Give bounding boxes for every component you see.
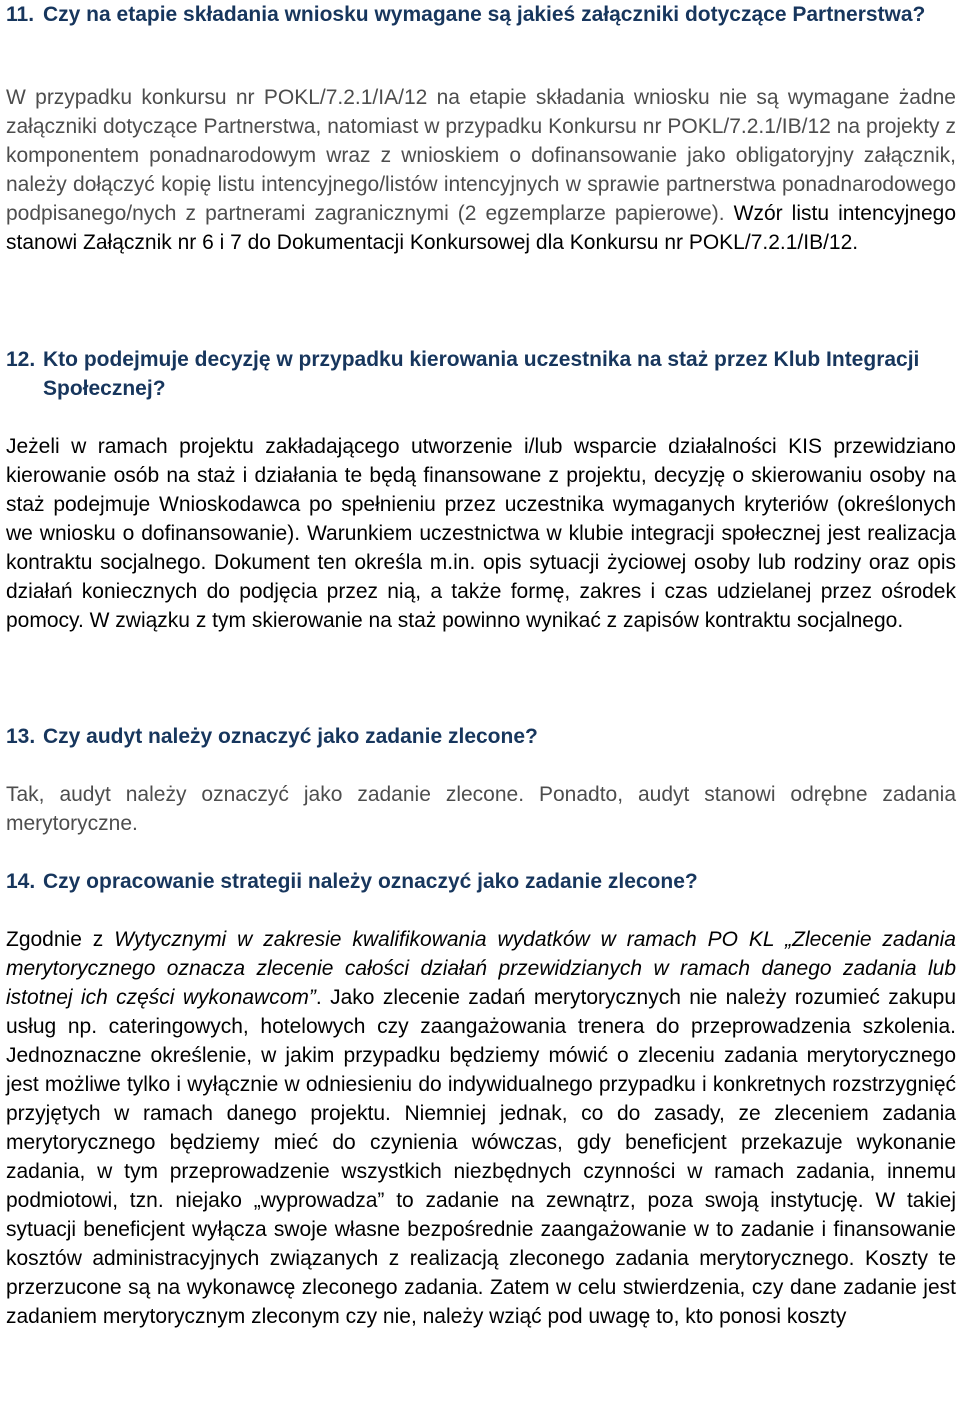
question-text: Kto podejmuje decyzję w przypadku kierowania uczestnika na staż przez Klub Integracji Społecznej? [43, 348, 920, 400]
question-text: Czy na etapie składania wniosku wymagane są jakieś załączniki dotyczące Partnerstwa? [43, 3, 926, 26]
answer-12: Jeżeli w ramach projektu zakładającego utworzenie i/lub wsparcie działalności KIS przewidziano kierowanie osób na staż i działania te będą finansowane z projektu, decyzję o skierowaniu osoby na staż podejmuje Wnioskodawca po spełnieniu przez uczestnika wymaganych kryteriów (określonych we wniosku o dofinansowanie). Warunkiem uczestnictwa w klubie integracji społecznej jest realizacja kontraktu socjalnego. Dokument ten określa m.in. opis sytuacji życiowej osoby lub rodziny oraz opis działań koniecznych do podjęcia przez nią, a także formę, zakres i czas udzielanej przez ośrodek pomocy. W związku z tym skierowanie na staż powinno wynikać z zapisów kontraktu socjalnego. [6, 435, 956, 632]
question-text: Czy opracowanie strategii należy oznaczyć jako zadanie zlecone? [43, 870, 698, 893]
question-number: 11. [6, 3, 35, 26]
question-text: Czy audyt należy oznaczyć jako zadanie zlecone? [43, 725, 538, 748]
question-11-heading [6, 0, 925, 29]
answer-11-part-2: Wzór listu intencyjnego stanowi Załącznik nr 6 i 7 do Dokumentacji Konkursowej dla Konkursu nr POKL/7.2.1/IB/12. [6, 202, 957, 254]
answer-14-intro: Zgodnie z [6, 928, 115, 951]
question-number: 12. [6, 348, 36, 371]
question-14-heading [6, 867, 698, 896]
answer-14-quote: „Zlecenie zadania merytorycznego oznacza zlecenie całości działań przewidzianych w ramach danego zadania lub istotnej ich części wykonawcom” [6, 928, 956, 1009]
answer-11-part-1: W przypadku konkursu nr POKL/7.2.1/IA/12 na etapie składania wniosku nie są wymagane żadne załączniki dotyczące Partnerstwa, natomiast w przypadku Konkursu nr POKL/7.2.1/IB/12 na projekty z komponentem ponadnarodowym wraz z wnioskiem o dofinansowanie jako obligatoryjny załącznik, należy dołączyć kopię listu intencyjnego/listów intencyjnych w sprawie partnerstwa ponadnarodowego podpisanego/nych z partnerami zagranicznymi (2 egzemplarze papierowe). [6, 86, 956, 225]
answer-14 [6, 925, 956, 1331]
answer-14-source: Wytycznymi w zakresie kwalifikowania wydatków w ramach PO KL [114, 928, 775, 951]
answer-11 [6, 83, 956, 257]
question-number: 13. [6, 725, 36, 748]
question-13-heading [6, 722, 538, 751]
answer-13: Tak, audyt należy oznaczyć jako zadanie zlecone. Ponadto, audyt stanowi odrębne zadania merytoryczne. [6, 783, 956, 835]
answer-14-rest: . Jako zlecenie zadań merytorycznych nie należy rozumieć zakupu usług np. cateringowych, hotelowych czy zaangażowania trenera do przeprowadzenia szkolenia. Jednoznaczne określenie, w jakim przypadku będziemy mówić o zleceniu zadania merytorycznego jest możliwe tylko i wyłącznie w odniesieniu do indywidualnego przypadku i konkretnych rozstrzygnięć przyjętych w ramach danego projektu. Niemniej jednak, co do zasady, ze zleceniem zadania merytorycznego będziemy mieć do czynienia wówczas, gdy beneficjent przekazuje wykonanie zadania, w tym przeprowadzenie wszystkich niezbędnych czynności w ramach zadania, innemu podmiotowi, tzn. niejako „wyprowadza” to zadanie na zewnątrz, poza swoją instytucję. W takiej sytuacji beneficjent wyłącza swoje własne bezpośrednie zaangażowanie w to zadanie i finansowanie kosztów administracyjnych związanych z realizacją zleconego zadania merytorycznego. Koszty te przerzucone są na wykonawcę zleconego zadania. Zatem w celu stwierdzenia, czy dane zadanie jest zadaniem merytorycznym zleconym czy nie, należy wziąć pod uwagę to, kto ponosi koszty [6, 986, 956, 1328]
question-12-heading [6, 345, 956, 403]
question-number: 14. [6, 870, 36, 893]
